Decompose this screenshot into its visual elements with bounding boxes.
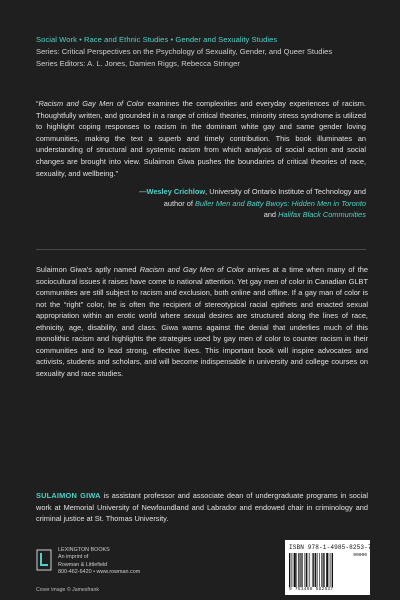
barcode-bar bbox=[322, 553, 323, 587]
endorsement-text: examines the complexities and everyday experiences of racism. Thoughtfully written, and grounded in a range of critical theories, minority stress syndrome is utilized to highlight coping responses to racism in the dominant white gay and same gender loving communities, making the text a superb and timely contribution. This book illuminates an understanding of structural and systemic racism from which analysis of social action and social changes are brought into view. Sulaimon Giwa pushes the boundaries of critical theories of race, sexuality, and wellbeing.” bbox=[36, 99, 366, 178]
barcode-bar bbox=[332, 553, 333, 587]
barcode-bar bbox=[293, 553, 294, 587]
description-book-title: Racism and Gay Men of Color bbox=[139, 265, 245, 274]
subject-social-work: Social Work bbox=[36, 35, 77, 44]
barcode-icon bbox=[289, 553, 367, 587]
barcode-bar bbox=[315, 553, 316, 587]
description-prefix: Sulaimon Giwa’s aptly named bbox=[36, 265, 140, 274]
barcode-bar bbox=[321, 553, 322, 587]
subject-race-ethnic-studies: Race and Ethnic Studies bbox=[83, 35, 169, 44]
series-editors: Series Editors: A. L. Jones, Damien Riggs, Rebecca Stringer bbox=[36, 59, 240, 68]
barcode-bar bbox=[329, 553, 330, 587]
endorsement-attribution bbox=[86, 186, 366, 221]
publisher-logo-icon bbox=[36, 549, 52, 571]
endorser-name: —Wesley Crichlow bbox=[139, 187, 206, 196]
barcode-bar bbox=[296, 553, 297, 587]
price-code: 90000 bbox=[353, 553, 367, 558]
header-block bbox=[36, 34, 372, 70]
barcode-bar bbox=[291, 553, 292, 587]
barcode-bar bbox=[300, 553, 301, 587]
barcode-box bbox=[285, 540, 370, 595]
endorser-book-1: Buller Men and Batty Bwoys: Hidden Men in Toronto bbox=[194, 198, 366, 208]
author-bio bbox=[36, 490, 368, 525]
barcode-bar bbox=[312, 553, 313, 587]
author-name: SULAIMON GIWA bbox=[36, 491, 101, 500]
section-divider bbox=[36, 249, 366, 250]
barcode-bar bbox=[308, 553, 309, 587]
barcode-bar bbox=[301, 553, 302, 587]
barcode-digits: 9 781498 582537 bbox=[289, 587, 334, 592]
publisher-text bbox=[58, 547, 140, 577]
endorsement-quote bbox=[36, 98, 366, 179]
book-description bbox=[36, 264, 368, 379]
bullet-separator: • bbox=[79, 35, 82, 44]
barcode-bar bbox=[305, 553, 306, 587]
barcode-bar bbox=[306, 553, 307, 587]
barcode-bar bbox=[298, 553, 299, 587]
cover-image-credit: Cover image © Jamesfrank bbox=[36, 587, 99, 593]
bullet-separator: • bbox=[170, 35, 174, 44]
author-bio-text: is assistant professor and associate dean of undergraduate programs in social work at Memorial University of Newfoundland and Labrador and endowed chair in criminology and criminal justice at St. Thomas University. bbox=[36, 491, 369, 524]
endorser-affiliation: , University of Ontario Institute of Technology and bbox=[205, 187, 366, 196]
endorser-book-2: Halifax Black Communities bbox=[278, 210, 366, 219]
barcode-bar bbox=[319, 553, 320, 587]
barcode-bar bbox=[294, 553, 296, 587]
isbn: ISBN 978-1-4985-8253-7 bbox=[289, 544, 372, 551]
publisher-imprint: An imprint of bbox=[58, 554, 89, 561]
barcode-bar bbox=[331, 553, 332, 587]
publisher-name: LEXINGTON BOOKS bbox=[58, 547, 110, 553]
barcode-bar bbox=[326, 553, 328, 587]
barcode-bar bbox=[289, 553, 290, 587]
series-title: Series: Critical Perspectives on the Psychology of Sexuality, Gender, and Queer Studies bbox=[36, 47, 333, 56]
endorser-author-of: author of bbox=[163, 198, 195, 208]
endorser-and: and bbox=[263, 210, 279, 219]
subject-categories bbox=[36, 34, 372, 46]
barcode-bar bbox=[309, 553, 310, 587]
book-title: Racism and Gay Men of Color bbox=[38, 99, 145, 108]
open-quote: “ bbox=[36, 99, 39, 108]
subject-gender-sexuality-studies: Gender and Sexuality Studies bbox=[175, 35, 278, 44]
barcode-bar bbox=[317, 553, 318, 587]
description-text: arrives at a time when many of the sociocultural issues it raises have come to national attention. Yet gay men of color in Canadian GLBT communities are still subject to racism and exclusion, both online and offline. If a gay man of color is not the “right” color, he is often the recipient of stereotypical racial epithets and enacted sexual appropriation within an erotic world where sexual desires are structured along the lines of race, ethnicity, age, disability, and class. Giwa warns against the denial that underlies much of this monolithic racism and highlights the strategies used by gay men of color to counter racism in their communities and to lead strong, effective lives. This important book will inspire advocates and activists, students and scholars, and will become indispensable in university and college courses on sexuality and race studies. bbox=[36, 265, 368, 378]
barcode-bar bbox=[324, 553, 325, 587]
barcode-bar bbox=[313, 553, 314, 587]
publisher-parent: Rowman & Littlefield bbox=[58, 561, 108, 568]
publisher-contact: 800-462-6420 • www.rowman.com bbox=[58, 569, 141, 576]
